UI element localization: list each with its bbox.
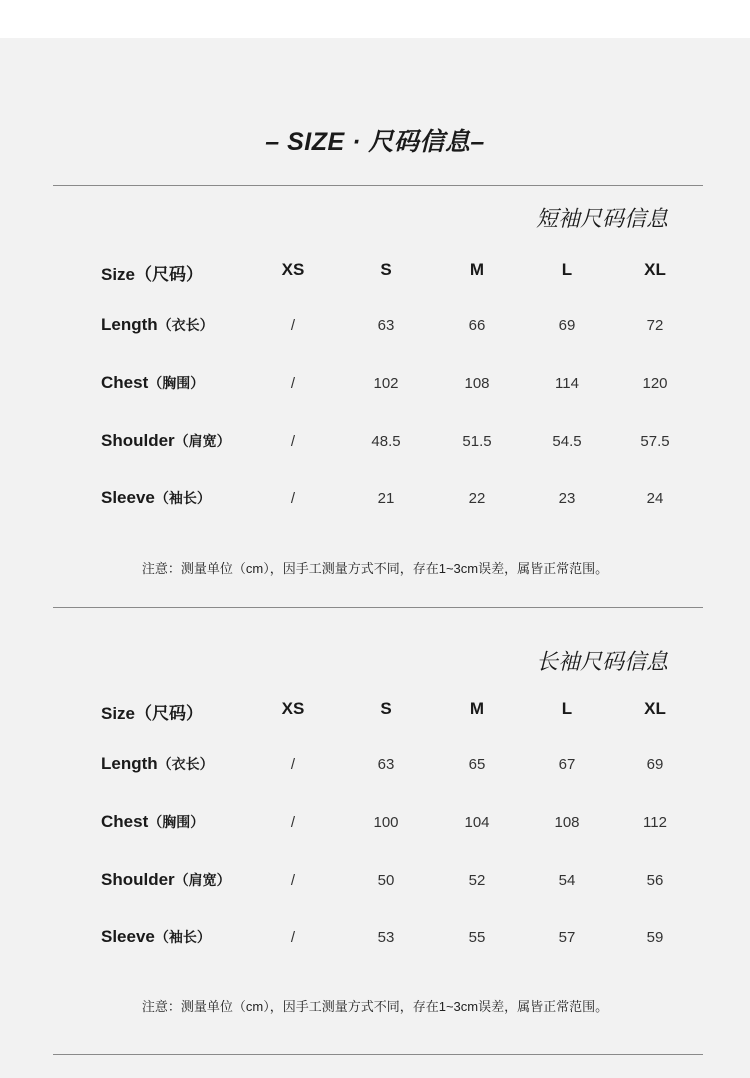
measurement-label bbox=[101, 373, 204, 393]
table-cell: / bbox=[290, 756, 296, 773]
table-cell: 53 bbox=[377, 929, 395, 946]
table-cell: 63 bbox=[377, 317, 395, 334]
measurement-note: 注意：测量单位（cm），因手工测量方式不同，存在1~3cm误差，属皆正常范围。 bbox=[141, 561, 609, 576]
table-cell: 24 bbox=[646, 490, 664, 507]
table-cell: 22 bbox=[468, 490, 486, 507]
measurement-name: Sleeve bbox=[101, 927, 155, 946]
table-cell: 66 bbox=[468, 317, 486, 334]
section-title: 短袖尺码信息 bbox=[535, 206, 668, 231]
bottom-divider bbox=[53, 1054, 703, 1055]
table-cell: / bbox=[290, 929, 296, 946]
measurement-name: Length bbox=[101, 315, 158, 334]
measurement-label bbox=[101, 315, 214, 335]
section-title: 长袖尺码信息 bbox=[535, 649, 668, 674]
measurement-name-zh: （胸围） bbox=[148, 814, 205, 830]
table-cell: 51.5 bbox=[462, 433, 492, 450]
table-cell: / bbox=[290, 375, 296, 392]
page-title: – SIZE · 尺码信息– bbox=[265, 128, 485, 156]
table-cell: 72 bbox=[646, 317, 664, 334]
table-cell: 50 bbox=[377, 872, 395, 889]
measurement-name: Sleeve bbox=[101, 488, 155, 507]
measurement-name-zh: （衣长） bbox=[157, 756, 214, 772]
table-cell: 57.5 bbox=[640, 433, 670, 450]
measurement-name: Shoulder bbox=[101, 431, 175, 450]
measurement-label bbox=[101, 754, 214, 774]
table-cell: 69 bbox=[646, 756, 664, 773]
table-cell: 112 bbox=[643, 814, 667, 831]
table-cell: 104 bbox=[464, 814, 490, 831]
table-cell: / bbox=[290, 433, 296, 450]
table-cell: 100 bbox=[373, 814, 399, 831]
table-cell: 114 bbox=[555, 375, 579, 392]
size-column-header: S bbox=[380, 260, 392, 279]
size-column-header: XS bbox=[281, 699, 305, 718]
table-cell: 102 bbox=[373, 375, 399, 392]
table-cell: 52 bbox=[468, 872, 486, 889]
table-cell: / bbox=[290, 490, 296, 507]
measurement-name-zh: （胸围） bbox=[148, 375, 205, 391]
measurement-label bbox=[101, 431, 231, 451]
table-cell: 108 bbox=[554, 814, 580, 831]
table-cell: 48.5 bbox=[371, 433, 401, 450]
measurement-name: Chest bbox=[101, 373, 149, 392]
size-header-label: Size（尺码） bbox=[101, 704, 204, 723]
section-divider bbox=[53, 607, 703, 608]
table-cell: / bbox=[290, 814, 296, 831]
table-cell: 59 bbox=[646, 929, 664, 946]
measurement-name: Length bbox=[101, 754, 158, 773]
size-header-label: Size（尺码） bbox=[101, 265, 204, 284]
table-cell: 120 bbox=[642, 375, 668, 392]
size-column-header: XL bbox=[644, 699, 666, 718]
table-cell: 65 bbox=[468, 756, 486, 773]
table-cell: 23 bbox=[558, 490, 576, 507]
table-cell: 21 bbox=[377, 490, 395, 507]
table-cell: 63 bbox=[377, 756, 395, 773]
table-cell: / bbox=[290, 317, 296, 334]
table-cell: 67 bbox=[558, 756, 576, 773]
measurement-name: Chest bbox=[101, 812, 149, 831]
size-column-header: M bbox=[469, 699, 485, 718]
size-column-header: XL bbox=[644, 260, 666, 279]
measurement-name-zh: （肩宽） bbox=[174, 433, 231, 449]
measurement-name-zh: （肩宽） bbox=[174, 872, 231, 888]
table-cell: / bbox=[290, 872, 296, 889]
measurement-name-zh: （袖长） bbox=[154, 929, 211, 945]
size-column-header: L bbox=[561, 260, 573, 279]
table-cell: 54 bbox=[558, 872, 576, 889]
section-divider bbox=[53, 185, 703, 186]
measurement-note: 注意：测量单位（cm），因手工测量方式不同，存在1~3cm误差，属皆正常范围。 bbox=[141, 999, 609, 1014]
table-cell: 108 bbox=[464, 375, 490, 392]
measurement-name-zh: （衣长） bbox=[157, 317, 214, 333]
size-column-header: L bbox=[561, 699, 573, 718]
table-cell: 69 bbox=[558, 317, 576, 334]
table-cell: 55 bbox=[468, 929, 486, 946]
measurement-label bbox=[101, 812, 204, 832]
measurement-name-zh: （袖长） bbox=[154, 490, 211, 506]
table-cell: 57 bbox=[558, 929, 576, 946]
table-cell: 54.5 bbox=[552, 433, 582, 450]
measurement-label bbox=[101, 870, 231, 890]
measurement-label bbox=[101, 488, 211, 508]
measurement-label bbox=[101, 927, 211, 947]
table-cell: 56 bbox=[646, 872, 664, 889]
size-column-header: S bbox=[380, 699, 392, 718]
size-column-header: M bbox=[469, 260, 485, 279]
size-column-header: XS bbox=[281, 260, 305, 279]
measurement-name: Shoulder bbox=[101, 870, 175, 889]
